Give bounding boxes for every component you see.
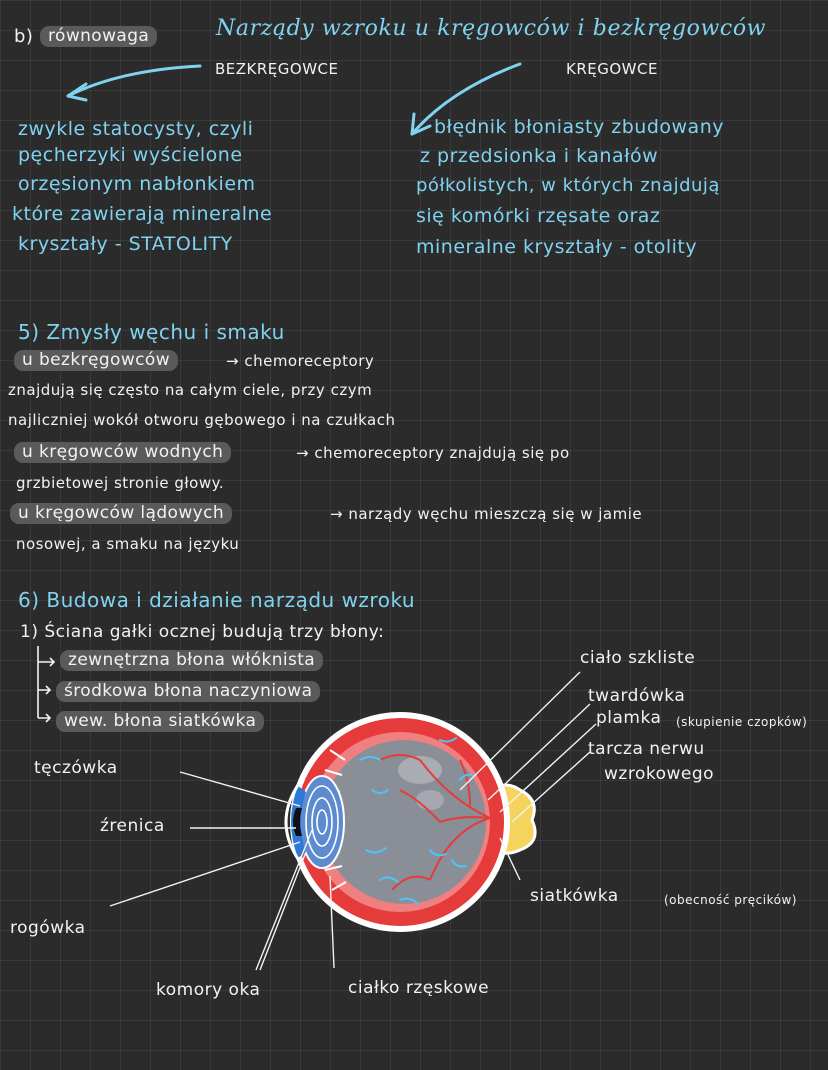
section-5-title: 5) Zmysły węchu i smaku — [18, 320, 285, 344]
text-line: → chemoreceptory — [226, 352, 375, 370]
label-chambers: komory oka — [156, 980, 261, 1000]
text-line: nosowej, a smaku na języku — [16, 535, 240, 553]
eye-diagram — [286, 712, 535, 932]
label-retina: siatkówka — [530, 886, 619, 906]
text-line: półkolistych, w których znajdują — [416, 175, 720, 196]
text-line: → chemoreceptory znajdują się po — [296, 444, 570, 462]
label-pupil: źrenica — [100, 816, 165, 836]
label-optic-disc: tarcza nerwu — [588, 739, 705, 759]
text-line: mineralne kryształy - otolity — [416, 236, 698, 258]
invertebrates-heading: BEZKRĘGOWCE — [215, 60, 339, 78]
aquatic-badge: u kręgowców wodnych — [14, 442, 231, 463]
text-line: kryształy - STATOLITY — [18, 233, 233, 255]
label-iris: tęczówka — [34, 758, 118, 778]
bracket-arrows — [38, 646, 54, 722]
membrane-item: zewnętrzna błona włóknista — [60, 650, 323, 671]
label-macula-note: (skupienie czopków) — [676, 715, 808, 729]
label-macula: plamka — [596, 708, 662, 728]
text-line: 1) Ściana gałki ocznej budują trzy błony: — [20, 622, 385, 642]
invertebrates-badge: u bezkręgowców — [14, 350, 178, 371]
label-cornea: rogówka — [10, 918, 86, 938]
vertebrates-heading: KRĘGOWCE — [566, 60, 658, 78]
text-line: najliczniej wokół otworu gębowego i na czułkach — [8, 411, 396, 429]
text-line: które zawierają mineralne — [12, 203, 273, 225]
label-ciliary-body: ciałko rzęskowe — [348, 978, 490, 998]
label-retina-note: (obecność pręcików) — [664, 893, 797, 907]
text-line: pęcherzyki wyścielone — [18, 144, 243, 166]
text-line: błędnik błoniasty zbudowany — [434, 116, 724, 138]
text-line: orzęsionym nabłonkiem — [18, 173, 256, 195]
text-line: się komórki rzęsate oraz — [416, 205, 661, 227]
text-line: znajdują się często na całym ciele, przy czym — [8, 381, 373, 399]
arrow-left-icon — [68, 66, 200, 100]
label-vitreous: ciało szkliste — [580, 648, 696, 668]
arrow-down-left-icon — [412, 64, 520, 134]
label-sclera: twardówka — [588, 686, 686, 706]
text-line: z przedsionka i kanałów — [420, 145, 659, 167]
label-optic-disc: wzrokowego — [604, 764, 715, 784]
text-line: zwykle statocysty, czyli — [18, 118, 254, 140]
membrane-item: środkowa błona naczyniowa — [56, 681, 320, 702]
topic-badge: równowaga — [40, 26, 157, 47]
membrane-item: wew. błona siatkówka — [56, 711, 264, 732]
page-title: Narządy wzroku u kręgowców i bezkręgowców — [216, 16, 767, 41]
section-6-title: 6) Budowa i działanie narządu wzroku — [18, 588, 416, 612]
section-label: b) — [14, 26, 34, 47]
land-badge: u kręgowców lądowych — [10, 503, 232, 524]
text-line: → narządy węchu mieszczą się w jamie — [330, 505, 643, 523]
text-line: grzbietowej stronie głowy. — [16, 474, 225, 492]
